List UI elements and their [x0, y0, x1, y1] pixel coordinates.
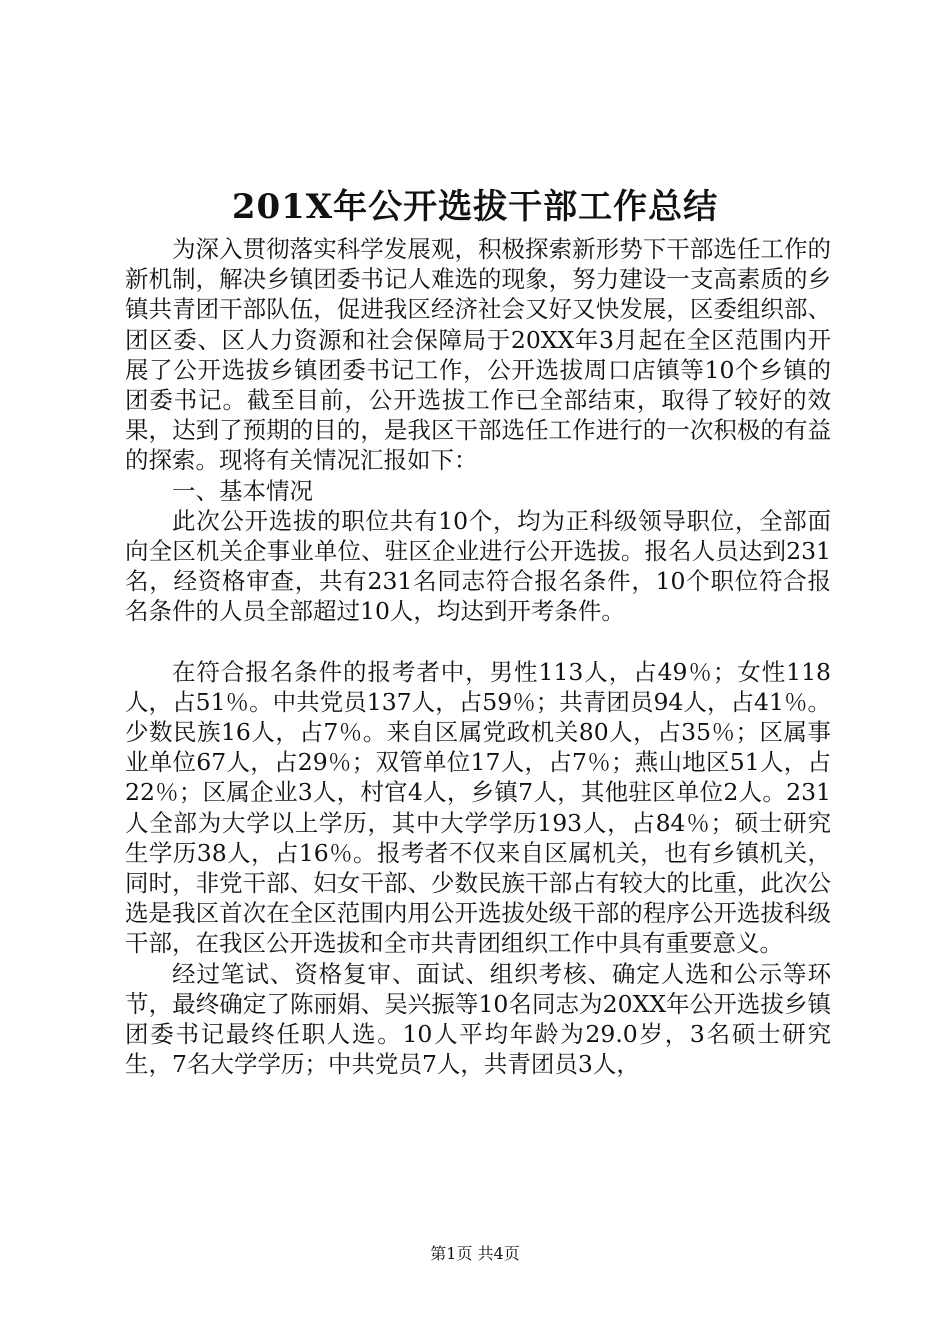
document-body: [125, 234, 831, 1079]
document-title: 201X年公开选拔干部工作总结: [231, 187, 719, 227]
paragraph-applicant-statistics: 在符合报名条件的报考者中，男性113人，占49％；女性118人，占51％。中共党员137人，占59％；共青团员94人，占41％。少数民族16人，占7％。来自区属党政机关80人，占35％；区属事业单位67人，占29％；双管单位17人，占7％；燕山地区51人，占22％；区属企业3人，村官4人，乡镇7人，其他驻区单位2人。231人全部为大学以上学历，其中大学学历193人，占84％；硕士研究生学历38人，占16％。报考者不仅来自区属机关，也有乡镇机关，同时，非党干部、妇女干部、少数民族干部占有较大的比重，此次公选是我区首次在全区范围内用公开选拔处级干部的程序公开选拔科级干部，在我区公开选拔和全市共青团组织工作中具有重要意义。: [125, 657, 831, 958]
paragraph-positions: 此次公开选拔的职位共有10个，均为正科级领导职位，全部面向全区机关企事业单位、驻区企业进行公开选拔。报名人员达到231名，经资格审查，共有231名同志符合报名条件，10个职位符合报名条件的人员全部超过10人，均达到开考条件。: [125, 506, 831, 626]
paragraph-spacer: [125, 627, 831, 657]
page-number: 第1页 共4页: [430, 1244, 520, 1263]
paragraph-final-selection: 经过笔试、资格复审、面试、组织考核、确定人选和公示等环节，最终确定了陈丽娟、吴兴振等10名同志为20XX年公开选拔乡镇团委书记最终任职人选。10人平均年龄为29.0岁，3名硕士研究生，7名大学学历；中共党员7人，共青团员3人，: [125, 959, 831, 1079]
section-heading-basic-situation: 一、基本情况: [172, 476, 313, 505]
paragraph-intro: 为深入贯彻落实科学发展观，积极探索新形势下干部选任工作的新机制，解决乡镇团委书记人难选的现象，努力建设一支高素质的乡镇共青团干部队伍，促进我区经济社会又好又快发展，区委组织部、团区委、区人力资源和社会保障局于20XX年3月起在全区范围内开展了公开选拔乡镇团委书记工作，公开选拔周口店镇等10个乡镇的团委书记。截至目前，公开选拔工作已全部结束，取得了较好的效果，达到了预期的目的，是我区干部选任工作进行的一次积极的有益的探索。现将有关情况汇报如下：: [125, 235, 831, 475]
